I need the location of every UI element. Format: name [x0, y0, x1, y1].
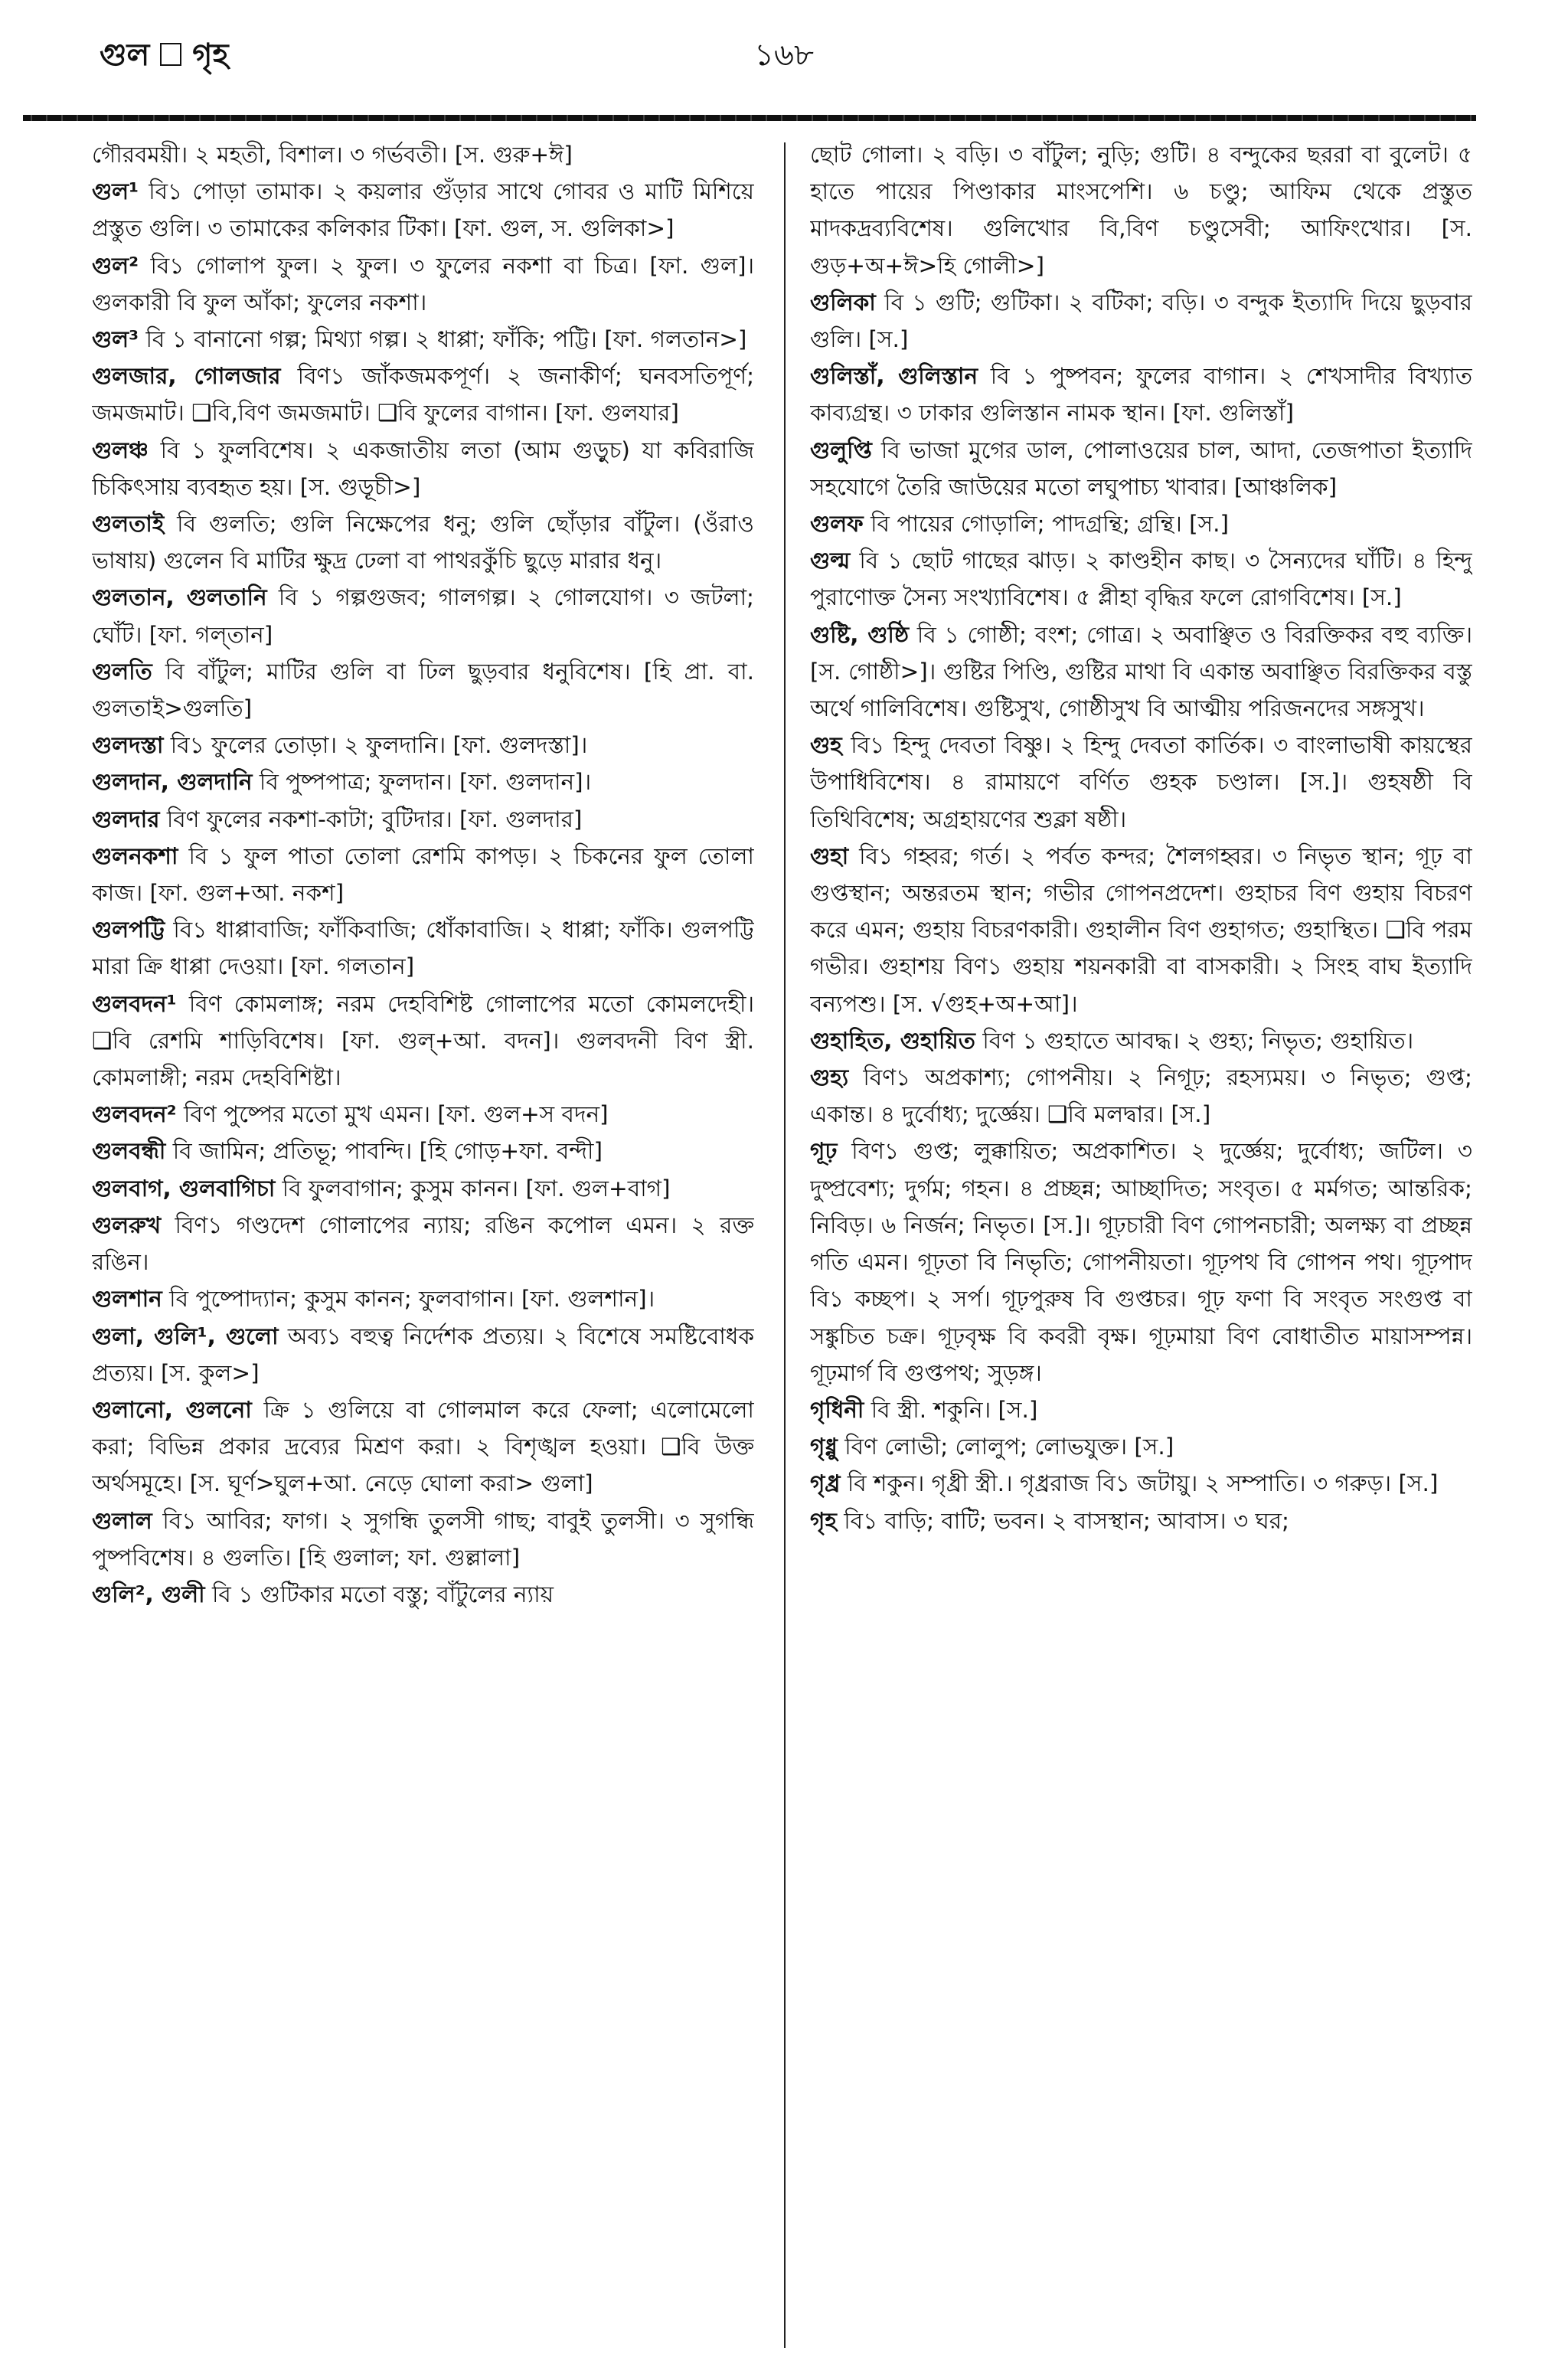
- entry-definition: বি১ ধাপ্পাবাজি; ফাঁকিবাজি; ধোঁকাবাজি। ২ ধাপ্পা; ফাঁকি। গুলপট্টি মারা ক্রি ধাপ্পা দেওয়া। [ফা. গলতান]: [92, 917, 754, 980]
- entry-headword: গুলবাগ, গুলবাগিচা: [92, 1175, 276, 1202]
- dictionary-entry: [92, 801, 754, 838]
- entry-headword: গুলতান, গুলতানি: [92, 584, 267, 611]
- entry-headword: গুলতাই: [92, 511, 165, 538]
- dictionary-entry: [92, 321, 754, 358]
- entry-headword: গৃধ্র: [810, 1470, 841, 1497]
- dictionary-entry: [810, 542, 1472, 616]
- entry-definition: বিণ১ জাঁকজমকপূর্ণ। ২ জনাকীর্ণ; ঘনবসতিপূর্ণ; জমজমাট। ❑বি,বিণ জমজমাট। ❑বি ফুলের বাগান। [ফা. গুলযার]: [92, 363, 754, 427]
- entry-definition: বি ১ গুটিকার মতো বস্তু; বাঁটুলের ন্যায়: [204, 1581, 554, 1607]
- entry-headword: গুলদার: [92, 806, 160, 832]
- dictionary-entry: [92, 247, 754, 321]
- entry-headword: গুহ্য: [810, 1064, 849, 1091]
- dictionary-entry: [810, 284, 1472, 358]
- dictionary-entry: [92, 1096, 754, 1133]
- entry-headword: গুলানো, গুলনো: [92, 1396, 252, 1423]
- dictionary-entry: [92, 1391, 754, 1503]
- entry-definition: গৌরবময়ী। ২ মহতী, বিশাল। ৩ গর্ভবতী। [স. গুরু+ঈ]: [92, 142, 573, 168]
- entry-headword: গুলবদন¹: [92, 990, 177, 1017]
- entry-definition: বি১ আবির; ফাগ। ২ সুগন্ধি তুলসী গাছ; বাবুই তুলসী। ৩ সুগন্ধি পুষ্পবিশেষ। ৪ গুলতি। [হি গুলাল; ফা. গুল্লালা]: [92, 1507, 754, 1571]
- entry-headword: গৃধ্নু: [810, 1434, 838, 1460]
- dictionary-entry: [810, 432, 1472, 505]
- guide-word-first: গুল: [100, 38, 150, 73]
- dictionary-entry: [92, 1318, 754, 1391]
- dictionary-entry: [810, 1133, 1472, 1391]
- entry-headword: গুলদস্তা: [92, 732, 164, 759]
- dictionary-entry: [810, 1428, 1472, 1465]
- dictionary-entry: [92, 358, 754, 431]
- dictionary-entry: [92, 1170, 754, 1207]
- entry-definition: বি ১ গুটি; গুটিকা। ২ বটিকা; বড়ি। ৩ বন্দুক ইত্যাদি দিয়ে ছুড়বার গুলি। [স.]: [810, 289, 1472, 353]
- entry-headword: গুলবদন²: [92, 1101, 177, 1128]
- column-divider: [784, 142, 786, 2348]
- entry-headword: গুলি², গুলী: [92, 1581, 205, 1607]
- entry-headword: গৃধিনী: [810, 1396, 864, 1423]
- dictionary-entry: [92, 505, 754, 579]
- dictionary-entry: [810, 1503, 1472, 1539]
- dictionary-entry: [810, 358, 1472, 431]
- dictionary-entry: [92, 1576, 754, 1613]
- right-column: [810, 136, 1472, 2349]
- dictionary-entry: [810, 136, 1472, 284]
- entry-headword: গুষ্টি, গুষ্ঠি: [810, 621, 910, 648]
- dictionary-entry: [810, 505, 1472, 542]
- dictionary-entry: [92, 986, 754, 1097]
- dictionary-entry: [92, 173, 754, 247]
- entry-definition: বি১ গহ্বর; গর্ত। ২ পর্বত কন্দর; শৈলগহ্বর। ৩ নিভৃত স্থান; গূঢ় বা গুপ্তস্থান; অন্তরতম স্থান; গভীর গোপনপ্রদেশ। গুহাচর বিণ গুহায় বিচরণ করে এমন; গুহায় বিচরণকারী। গুহালীন বিণ গুহাগত; গুহাস্থিত। ❑বি পরম গভীর। গুহাশয় বিণ১ গুহায় শয়নকারী বা বাসকারী। ২ সিংহ বাঘ ইত্যাদি বন্যপশু। [স. √গুহ+অ+আ]।: [810, 842, 1472, 1017]
- dictionary-entry: [810, 1391, 1472, 1428]
- dictionary-entry: [810, 1022, 1472, 1059]
- entry-definition: বি১ ফুলের তোড়া। ২ ফুলদানি। [ফা. গুলদস্তা]।: [163, 732, 588, 759]
- entry-headword: গুল²: [92, 252, 139, 279]
- page-number: ১৬৮: [754, 38, 814, 73]
- entry-headword: গুলফ: [810, 511, 864, 538]
- entry-definition: বি১ পোড়া তামাক। ২ কয়লার গুঁড়ার সাথে গোবর ও মাটি মিশিয়ে প্রস্তুত গুলি। ৩ তামাকের কলিকার টিকা। [ফা. গুল, স. গুলিকা>]: [92, 178, 754, 242]
- entry-definition: বিণ কোমলাঙ্গ; নরম দেহবিশিষ্ট গোলাপের মতো কোমলদেহী। ❑বি রেশমি শাড়িবিশেষ। [ফা. গুল্+আ. বদন]। গুলবদনী বিণ স্ত্রী. কোমলাঙ্গী; নরম দেহবিশিষ্টা।: [92, 990, 754, 1091]
- entry-headword: গুলপট্টি: [92, 917, 165, 943]
- entry-definition: অব্য১ বহুত্ব নির্দেশক প্রত্যয়। ২ বিশেষে সমষ্টিবোধক প্রত্যয়। [স. কুল>]: [92, 1323, 754, 1386]
- entry-headword: গুহা: [810, 842, 849, 869]
- entry-definition: বি বাঁটুল; মাটির গুলি বা ঢিল ছুড়বার ধনুবিশেষ। [হি প্রা. বা. গুলতাই>গুলতি]: [92, 658, 754, 722]
- entry-definition: বি পুষ্পোদ্যান; কুসুম কানন; ফুলবাগান। [ফা. গুলশান]।: [162, 1286, 655, 1313]
- entry-definition: বি ১ ফুল পাতা তোলা রেশমি কাপড়। ২ চিকনের ফুল তোলা কাজ। [ফা. গুল+আ. নকশ]: [92, 842, 754, 907]
- entry-headword: গুহাহিত, গুহায়িত: [810, 1027, 975, 1054]
- dictionary-entry: [92, 1503, 754, 1576]
- dictionary-entry: [810, 727, 1472, 838]
- dictionary-entry: [92, 1133, 754, 1169]
- entry-definition: ছোট গোলা। ২ বড়ি। ৩ বাঁটুল; নুড়ি; গুটি। ৪ বন্দুকের ছররা বা বুলেট। ৫ হাতে পায়ের পিণ্ডাকার মাংসপেশি। ৬ চণ্ডু; আফিম থেকে প্রস্তুত মাদকদ্রব্যবিশেষ। গুলিখোর বি,বিণ চণ্ডুসেবী; আফিংখোর। [স. গুড়+অ+ঈ>হি গোলী>]: [810, 142, 1472, 279]
- entry-definition: বি গুলতি; গুলি নিক্ষেপের ধনু; গুলি ছোঁড়ার বাঁটুল। (ওঁরাও ভাষায়) গুলেন বি মাটির ক্ষুদ্র ঢেলা বা পাথরকুঁচি ছুড়ে মারার ধনু।: [92, 511, 754, 574]
- dictionary-entry: [92, 838, 754, 911]
- entry-headword: গুল্ম: [810, 548, 851, 574]
- entry-definition: ক্রি ১ গুলিয়ে বা গোলমাল করে ফেলা; এলোমেলো করা; বিভিন্ন প্রকার দ্রব্যের মিশ্রণ করা। ২ বিশৃঙ্খল হওয়া। ❑বি উক্ত অর্থসমূহে। [স. ঘূর্ণ>ঘুল+আ. নেড়ে ঘোলা করা> গুলা]: [92, 1396, 754, 1497]
- entry-definition: বি ১ গোষ্ঠী; বংশ; গোত্র। ২ অবাঞ্ছিত ও বিরক্তিকর বহু ব্যক্তি। [স. গোষ্ঠী>]। গুষ্টির পিণ্ডি, গুষ্টির মাথা বি একান্ত অবাঞ্ছিত বিরক্তিকর বস্তু অর্থে গালিবিশেষ। গুষ্টিসুখ, গোষ্ঠীসুখ বি আত্মীয় পরিজনদের সঙ্গসুখ।: [810, 621, 1472, 722]
- entry-definition: বিণ১ গুপ্ত; লুক্কায়িত; অপ্রকাশিত। ২ দুর্জ্ঞেয়; দুর্বোধ্য; জটিল। ৩ দুষ্প্রবেশ্য; দুর্গম; গহন। ৪ প্রচ্ছন্ন; আচ্ছাদিত; সংবৃত। ৫ মর্মগত; আন্তরিক; নিবিড়। ৬ নির্জন; নিভৃত। [স.]। গূঢ়চারী বিণ গোপনচারী; অলক্ষ্য বা প্রচ্ছন্ন গতি এমন। গূঢ়তা বি নিভৃতি; গোপনীয়তা। গূঢ়পথ বি গোপন পথ। গূঢ়পাদ বি১ কচ্ছপ। ২ সর্প। গূঢ়পুরুষ বি গুপ্তচর। গূঢ় ফণা বি সংবৃত সংগুপ্ত বা সঙ্কুচিত চক্র। গূঢ়বৃক্ষ বি কবরী বৃক্ষ। গূঢ়মায়া বিণ বোধাতীত মায়াসম্পন্ন। গূঢ়মার্গ বি গুপ্তপথ; সুড়ঙ্গ।: [810, 1138, 1472, 1386]
- entry-headword: গুহ: [810, 732, 842, 759]
- dictionary-entry: [92, 727, 754, 764]
- entry-definition: বি ১ ছোট গাছের ঝাড়। ২ কাণ্ডহীন কাছ। ৩ সৈন্যদের ঘাঁটি। ৪ হিন্দু পুরাণোক্ত সৈন্য সংখ্যাবিশেষ। ৫ প্লীহা বৃদ্ধির ফলে রোগবিশেষ। [স.]: [810, 548, 1472, 611]
- entry-headword: গৃহ: [810, 1507, 837, 1534]
- entry-definition: বি জামিন; প্রতিভূ; পাবন্দি। [হি গোড়+ফা. বন্দী]: [165, 1138, 603, 1165]
- entry-definition: বি ১ গল্পগুজব; গালগল্প। ২ গোলযোগ। ৩ জটলা; ঘোঁট। [ফা. গল্‌তান]: [92, 584, 754, 648]
- entry-definition: বি১ গোলাপ ফুল। ২ ফুল। ৩ ফুলের নকশা বা চিত্র। [ফা. গুল]। গুলকারী বি ফুল আঁকা; ফুলের নকশা।: [92, 252, 754, 316]
- dictionary-entry: [92, 764, 754, 800]
- left-column: [92, 136, 754, 2349]
- entry-headword: গুলদান, গুলদানি: [92, 769, 253, 796]
- entry-headword: গুল³: [92, 326, 139, 353]
- entry-definition: বি স্ত্রী. শকুনি। [স.]: [864, 1396, 1038, 1423]
- guide-word-last: গৃহ: [192, 38, 229, 73]
- dictionary-entry: [92, 1207, 754, 1280]
- dictionary-entry: [92, 1280, 754, 1317]
- header-rule: [23, 115, 1476, 121]
- dictionary-entry: [810, 616, 1472, 728]
- entry-headword: গুলজার, গোলজার: [92, 363, 281, 390]
- dictionary-entry: [92, 653, 754, 727]
- entry-headword: গুলবন্ধী: [92, 1138, 166, 1165]
- dictionary-entry: [810, 1059, 1472, 1133]
- entry-headword: গুলাল: [92, 1507, 152, 1534]
- entry-definition: বি ভাজা মুগের ডাল, পোলাওয়ের চাল, আদা, তেজপাতা ইত্যাদি সহযোগে তৈরি জাউয়ের মতো লঘুপাচ্য খাবার। [আঞ্চলিক]: [810, 437, 1472, 500]
- entry-headword: গুলঞ্চ: [92, 437, 149, 463]
- dictionary-entry: [92, 432, 754, 505]
- entry-headword: গুলশান: [92, 1286, 162, 1313]
- entry-definition: বি ১ বানানো গল্প; মিথ্যা গল্প। ২ ধাপ্পা; ফাঁকি; পট্টি। [ফা. গলতান>]: [139, 326, 747, 353]
- entry-headword: গুল¹: [92, 178, 139, 205]
- entry-definition: বিণ ফুলের নকশা-কাটা; বুটিদার। [ফা. গুলদার]: [159, 806, 583, 832]
- entry-headword: গুলিকা: [810, 289, 876, 316]
- dictionary-entry: [92, 579, 754, 652]
- entry-headword: গুলতি: [92, 658, 152, 685]
- entry-definition: বি ফুলবাগান; কুসুম কানন। [ফা. গুল+বাগ]: [275, 1175, 671, 1202]
- entry-headword: গুলিস্তাঁ, গুলিস্তান: [810, 363, 978, 390]
- entry-definition: বি পায়ের গোড়ালি; পাদগ্রন্থি; গ্রন্থি। [স.]: [863, 511, 1230, 538]
- entry-definition: বি ১ পুষ্পবন; ফুলের বাগান। ২ শেখসাদীর বিখ্যাত কাব্যগ্রন্থ। ৩ ঢাকার গুলিস্তান নামক স্থান। [ফা. গুলিস্তাঁ]: [810, 363, 1472, 427]
- entry-definition: বিণ১ অপ্রকাশ্য; গোপনীয়। ২ নিগূঢ়; রহস্যময়। ৩ নিভৃত; গুপ্ত; একান্ত। ৪ দুর্বোধ্য; দুর্জ্ঞেয়। ❑বি মলদ্বার। [স.]: [810, 1064, 1472, 1128]
- entry-headword: গূঢ়: [810, 1138, 838, 1165]
- entry-definition: বিণ ১ গুহাতে আবদ্ধ। ২ গুহ্য; নিভৃত; গুহায়িত।: [975, 1027, 1414, 1054]
- entry-headword: গুলরুখ: [92, 1212, 162, 1238]
- dictionary-entry: [92, 911, 754, 985]
- entry-definition: বি১ বাড়ি; বাটি; ভবন। ২ বাসস্থান; আবাস। ৩ ঘর;: [836, 1507, 1289, 1534]
- entry-definition: বিণ১ গণ্ডদেশ গোলাপের ন্যায়; রঙিন কপোল এমন। ২ রক্ত রঙিন।: [92, 1212, 754, 1276]
- entry-definition: বি১ হিন্দু দেবতা বিষ্ণু। ২ হিন্দু দেবতা কার্তিক। ৩ বাংলাভাষী কায়স্থের উপাধিবিশেষ। ৪ রামায়ণে বর্ণিত গুহক চণ্ডাল। [স.]। গুহষষ্ঠী বি তিথিবিশেষ; অগ্রহায়ণের শুক্লা ষষ্ঠী।: [810, 732, 1472, 832]
- dictionary-entry: [92, 136, 754, 173]
- entry-definition: বিণ লোভী; লোলুপ; লোভযুক্ত। [স.]: [837, 1434, 1174, 1460]
- entry-definition: বিণ পুষ্পের মতো মুখ এমন। [ফা. গুল+স বদন]: [176, 1101, 609, 1128]
- dictionary-entry: [810, 1465, 1472, 1502]
- dictionary-entry: [810, 838, 1472, 1022]
- entry-definition: বি শকুন। গৃধ্রী স্ত্রী.। গৃধ্ররাজ বি১ জটায়ু। ২ সম্পাতি। ৩ গরুড়। [স.]: [840, 1470, 1439, 1497]
- page-header: [100, 25, 1468, 86]
- entry-headword: গুলনকশা: [92, 842, 178, 869]
- entry-definition: বি পুষ্পপাত্র; ফুলদান। [ফা. গুলদান]।: [252, 769, 592, 796]
- entry-headword: গুলা, গুলি¹, গুলো: [92, 1323, 279, 1349]
- entry-definition: বি ১ ফুলবিশেষ। ২ একজাতীয় লতা (আম গুড়ুচ) যা কবিরাজি চিকিৎসায় ব্যবহৃত হয়। [স. গুড়ূচী>]: [92, 437, 754, 500]
- entry-headword: গুলুপ্তি: [810, 437, 872, 463]
